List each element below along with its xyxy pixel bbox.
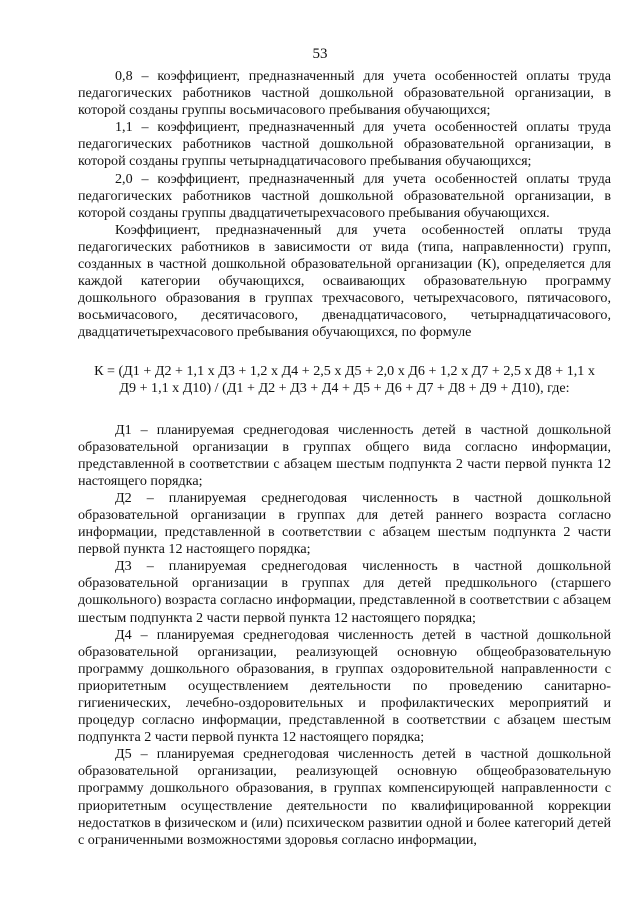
definition-d3: Д3 – планируемая среднегодовая численность в частной дошкольной образовательной организации в группах для детей предшкольного (старшего дошкольного) возраста согласно информации, представленной в соответствии с абзацем шестым подпункта 2 части первой пункта 12 настоящего порядка; (78, 558, 611, 626)
definition-d1: Д1 – планируемая среднегодовая численность детей в частной дошкольной образовательной организации в группах общего вида согласно информации, представленной в соответствии с абзацем шестым подпункта 2 части первой пункта 12 настоящего порядка; (78, 421, 611, 489)
coefficient-formula (78, 363, 611, 398)
coefficient-0-8-paragraph: 0,8 – коэффициент, предназначенный для учета особенностей оплаты труда педагогических работников частной дошкольной образовательной организации, в которой созданы группы восьмичасового пребывания обучающихся; (78, 68, 611, 119)
document-body (78, 68, 611, 849)
formula-line-1: К = (Д1 + Д2 + 1,1 х Д3 + 1,2 х Д4 + 2,5 х Д5 + 2,0 х Д6 + 1,2 х Д7 + 2,5 х Д8 + 1,1 х (94, 362, 595, 379)
formula-line-2: Д9 + 1,1 х Д10) / (Д1 + Д2 + Д3 + Д4 + Д5 + Д6 + Д7 + Д8 + Д9 + Д10), где: (119, 380, 570, 396)
page-number: 53 (312, 46, 328, 62)
definition-d5: Д5 – планируемая среднегодовая численность детей в частной дошкольной образовательной организации, реализующей основную общеобразовательную программу дошкольного образования, в группах компенсирующей направленности с приоритетным осуществление деятельности по квалифицированной коррекции недостатков в физическом и (или) психическом развитии одной и более категорий детей с ограниченными возможностями здоровья согласно информации, (78, 746, 611, 848)
coefficient-k-intro-paragraph: Коэффициент, предназначенный для учета особенностей оплаты труда педагогических работников в зависимости от вида (типа, направленности) групп, созданных в частной дошкольной образовательной организации (К), определяется для каждой категории обучающихся, осваивающих образовательную программу дошкольного образования в группах трехчасового, четырехчасового, пятичасового, восьмичасового, десятичасового, двенадцатичасового, четырнадцатичасового, двадцатичетырехчасового пребывания обучающихся, по формуле (78, 221, 611, 341)
coefficient-2-0-paragraph: 2,0 – коэффициент, предназначенный для учета особенностей оплаты труда педагогических работников частной дошкольной образовательной организации, в которой созданы группы двадцатичетырехчасового пребывания обучающихся. (78, 170, 611, 221)
coefficient-1-1-paragraph: 1,1 – коэффициент, предназначенный для учета особенностей оплаты труда педагогических работников частной дошкольной образовательной организации, в которой созданы группы четырнадцатичасового пребывания обучающихся; (78, 119, 611, 170)
definition-d4: Д4 – планируемая среднегодовая численность детей в частной дошкольной образовательной организации, реализующей основную общеобразовательную программу дошкольного образования, в группах оздоровительной направленности с приоритетным осуществлением деятельности по проведению санитарно-гигиенических, лечебно-оздоровительных и профилактических мероприятий и процедур согласно информации, представленной в соответствии с абзацем шестым подпункта 2 части первой пункта 12 настоящего порядка; (78, 626, 611, 746)
definition-d2: Д2 – планируемая среднегодовая численность в частной дошкольной образовательной организации в группах для детей раннего возраста согласно информации, представленной в соответствии с абзацем шестым подпункта 2 части первой пункта 12 настоящего порядка; (78, 489, 611, 558)
